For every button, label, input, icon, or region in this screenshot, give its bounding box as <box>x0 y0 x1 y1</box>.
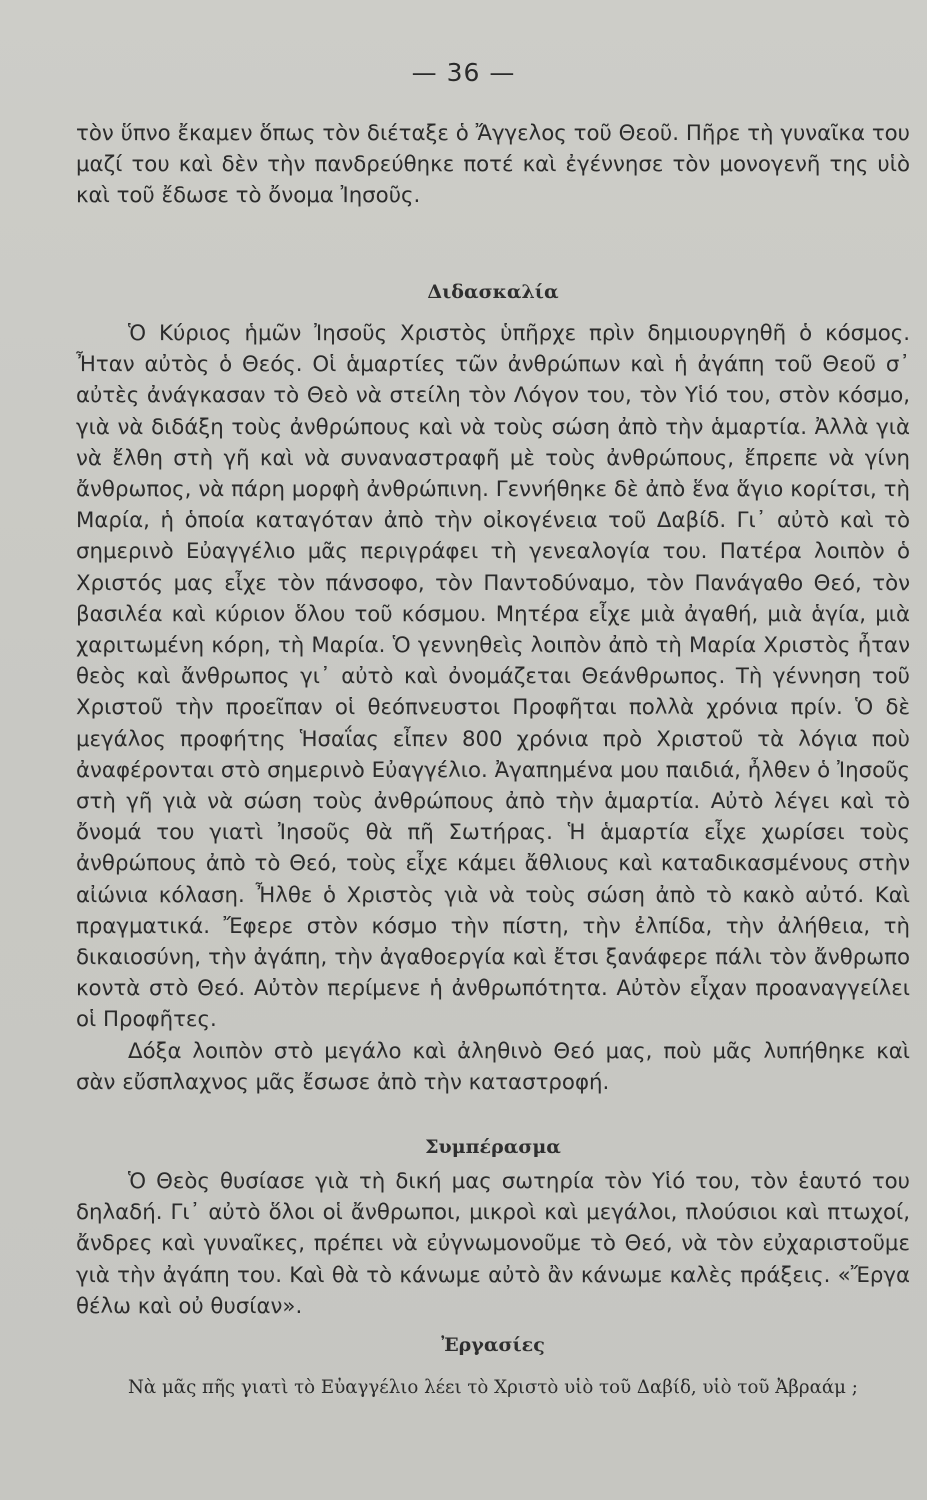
ergasies-question: Νὰ μᾶς πῆς γιατὶ τὸ Εὐαγγέλιο λέει τὸ Χριστὸ υἱὸ τοῦ Δαβίδ, υἱὸ τοῦ Ἀβραάμ ; <box>128 1377 858 1398</box>
section-ergasies <box>76 1334 910 1356</box>
didaskalia-paragraph-1: Ὁ Κύριος ἡμῶν Ἰησοῦς Χριστὸς ὑπῆρχε πρὶν δημιουργηθῆ ὁ κόσμος. Ἦταν αὐτὸς ὁ Θεός. Οἱ ἁμαρτίες τῶν ἀνθρώπων καὶ ἡ ἀγάπη τοῦ Θεοῦ σ᾽ αὐτὲς ἀνάγκασαν τὸ Θεὸ νὰ στείλη τὸν Λόγον του, τὸν Υἱό του, στὸν κόσμο, γιὰ νὰ διδάξη τοὺς ἀνθρώπους καὶ νὰ τοὺς σώση ἀπὸ τὴν ἁμαρτία. Ἀλλὰ γιὰ νὰ ἔλθη στὴ γῆ καὶ νὰ συναναστραφῆ μὲ τοὺς ἀνθρώπους, ἔπρεπε νὰ γίνη ἄνθρωπος, νὰ πάρη μορφὴ ἀνθρώπινη. Γεννήθηκε δὲ ἀπὸ ἕνα ἅγιο κορίτσι, τὴ Μαρία, ἡ ὁποία καταγόταν ἀπὸ τὴν οἰκογένεια τοῦ Δαβίδ. Γι᾽ αὐτὸ καὶ τὸ σημερινὸ Εὐαγγέλιο μᾶς περιγράφει τὴ γενεαλογία του. Πατέρα λοιπὸν ὁ Χριστός μας εἶχε τὸν πάνσοφο, τὸν Παντοδύναμο, τὸν Πανάγαθο Θεό, τὸν βασιλέα καὶ κύριον ὅλου τοῦ κόσμου. Μητέρα εἶχε μιὰ ἀγαθή, μιὰ ἁγία, μιὰ χαριτωμένη κόρη, τὴ Μαρία. Ὁ γεννηθεὶς λοιπὸν ἀπὸ τὴ Μαρία Χριστὸς ἦταν θεὸς καὶ ἄνθρωπος γι᾽ αὐτὸ καὶ ὀνομάζεται Θεάνθρωπος. Τὴ γέννηση τοῦ Χριστοῦ τὴν προεῖπαν οἱ θεόπνευστοι Προφῆται πολλὰ χρόνια πρίν. Ὁ δὲ μεγάλος προφήτης Ἡσαΐας εἶπεν 800 χρόνια πρὸ Χριστοῦ τὰ λόγια ποὺ ἀναφέρονται στὸ σημερινὸ Εὐαγγέλιο. Ἀγαπημένα μου παιδιά, ἦλθεν ὁ Ἰησοῦς στὴ γῆ γιὰ νὰ σώση τοὺς ἀνθρώπους ἀπὸ τὴν ἁμαρτία. Αὐτὸ λέγει καὶ τὸ ὄνομά του γιατὶ Ἰησοῦς θὰ πῆ Σωτήρας. Ἡ ἁμαρτία εἶχε χωρίσει τοὺς ἀνθρώπους ἀπὸ τὸ Θεό, τοὺς εἶχε κάμει ἄθλιους καὶ καταδικασμένους στὴν αἰώνια κόλαση. Ἦλθε ὁ Χριστὸς γιὰ νὰ τοὺς σώση ἀπὸ τὸ κακὸ αὐτό. Καὶ πραγματικά. Ἔφερε στὸν κόσμο τὴν πίστη, τὴν ἐλπίδα, τὴν ἀλήθεια, τὴ δικαιοσύνη, τὴν ἀγάπη, τὴν ἀγαθοεργία καὶ ἔτσι ξανάφερε πάλι τὸν ἄνθρωπο κοντὰ στὸ Θεό. Αὐτὸν περίμενε ἡ ἀνθρωπότητα. Αὐτὸν εἶχαν προαναγγείλει οἱ Προφῆτες. <box>76 321 910 1033</box>
didaskalia-body <box>76 318 910 1098</box>
intro-paragraph: τὸν ὕπνο ἔκαμεν ὅπως τὸν διέταξε ὁ Ἄγγελος τοῦ Θεοῦ. Πῆρε τὴ γυναῖκα του μαζί του καὶ δὲν τὴν πανδρεύθηκε ποτέ καὶ ἐγέννησε τὸν μονογενῆ της υἱὸ καὶ τοῦ ἔδωσε τὸ ὄνομα Ἰησοῦς. <box>76 121 910 209</box>
section-heading-ergasies: Ἐργασίες <box>441 1334 545 1356</box>
section-symperasma <box>76 1136 910 1158</box>
symperasma-paragraph: Ὁ Θεὸς θυσίασε γιὰ τὴ δική μας σωτηρία τὸν Υἱό του, τὸν ἑαυτό του δηλαδή. Γι᾽ αὐτὸ ὅλοι οἱ ἄνθρωποι, μικροὶ καὶ μεγάλοι, πλούσιοι καὶ πτωχοί, ἄνδρες καὶ γυναῖκες, πρέπει νὰ εὐγνωμονοῦμε τὸ Θεό, νὰ τὸν εὐχαριστοῦμε γιὰ τὴν ἀγάπη του. Καὶ θὰ τὸ κάνωμε αὐτὸ ἂν κάνωμε καλὲς πράξεις. «Ἔργα θέλω καὶ οὐ θυσίαν». <box>76 1169 910 1319</box>
symperasma-body <box>76 1166 910 1322</box>
section-heading-symperasma: Συμπέρασμα <box>425 1136 561 1158</box>
ergasies-body <box>76 1372 910 1403</box>
page-number: — 36 — <box>411 58 516 87</box>
didaskalia-paragraph-2: Δόξα λοιπὸν στὸ μεγάλο καὶ ἀληθινὸ Θεό μας, ποὺ μᾶς λυπήθηκε καὶ σὰν εὔσπλαχνος μᾶς ἔσωσε ἀπὸ τὴν καταστροφή. <box>76 1038 910 1095</box>
intro-paragraph-block <box>76 118 910 212</box>
section-didaskalia <box>76 281 910 303</box>
section-heading-didaskalia: Διδασκαλία <box>427 281 559 303</box>
